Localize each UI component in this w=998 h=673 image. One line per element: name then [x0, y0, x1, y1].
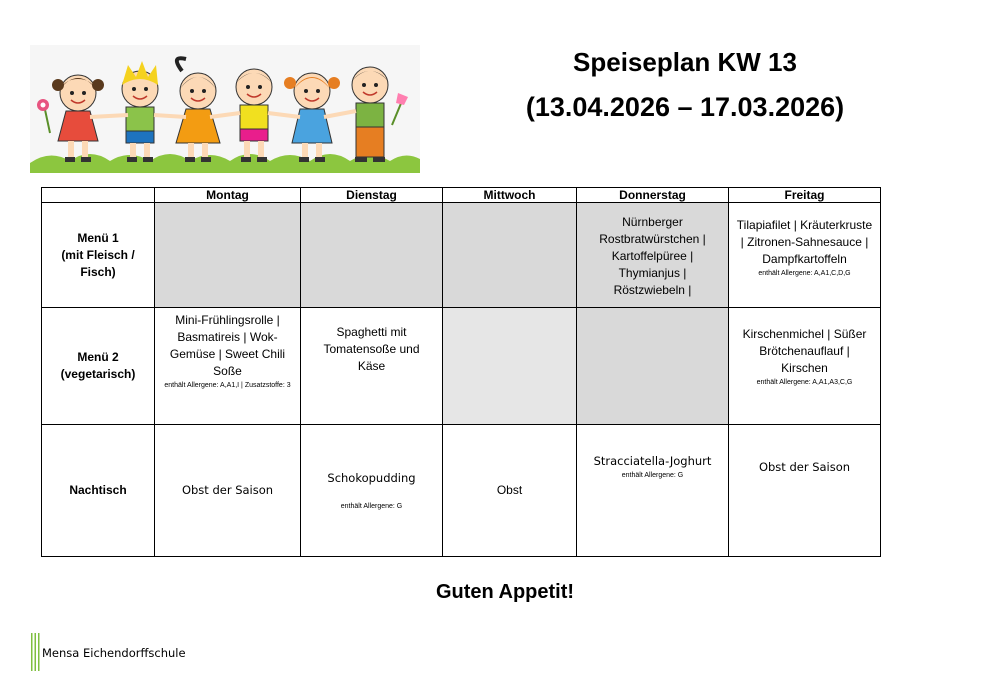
menu-cell: [301, 308, 443, 425]
menu-cell: [729, 308, 881, 425]
table-header-row: [42, 188, 881, 203]
kids-banner-illustration: [30, 45, 420, 173]
table-row-dessert: [42, 425, 881, 557]
dessert-cell: [155, 425, 301, 557]
dessert-cell: [443, 425, 577, 557]
allergen-note: enthält Allergene: A,A1,A3,C,G: [756, 379, 853, 386]
dish-text: Obst der Saison: [758, 460, 851, 474]
allergen-note: enthält Allergene: A,A1,C,D,G: [758, 270, 851, 277]
header-day: Dienstag: [301, 188, 443, 203]
dish-text: Tilapiafilet | Kräuterkruste | Zitronen-Sahnesauce | Dampfkartoffeln: [736, 218, 873, 266]
page-title: Speiseplan KW 13: [573, 47, 797, 77]
dessert-cell: [577, 425, 729, 557]
menu-table: [41, 187, 881, 557]
menu-cell-empty: [443, 308, 577, 425]
dish-text: Mini-Frühlingsrolle | Basmatireis | Wok-Gemüse | Sweet Chili Soße: [169, 313, 286, 378]
header-day: Mittwoch: [443, 188, 577, 203]
dish-text: Obst der Saison: [181, 483, 274, 497]
header-empty-cell: [42, 188, 155, 203]
footer-bars-icon: [30, 633, 42, 671]
menu-cell: [729, 203, 881, 308]
dish-text: Obst: [496, 483, 523, 497]
dish-text: Spaghetti mit Tomatensoße und Käse: [323, 325, 420, 373]
menu-cell-empty: [301, 203, 443, 308]
dish-text: Schokopudding: [327, 471, 416, 485]
footer-school-name: Mensa Eichendorffschule: [42, 646, 186, 660]
header-day: Freitag: [729, 188, 881, 203]
allergen-note: enthält Allergene: A,A1,I | Zusatzstoffe: 3: [164, 382, 291, 389]
row-label-menu2: Menü 2 (vegetarisch): [42, 308, 155, 425]
header-day: Donnerstag: [577, 188, 729, 203]
row-label-dessert: Nachtisch: [42, 425, 155, 557]
dessert-cell: [301, 425, 443, 557]
dish-text: Nürnberger Rostbratwürstchen | Kartoffelpüree | Thymianjus | Röstzwiebeln |: [599, 214, 706, 297]
date-range: (13.04.2026 – 17.03.2026): [525, 92, 845, 122]
row-label-menu1: Menü 1 (mit Fleisch / Fisch): [42, 203, 155, 308]
menu-cell-empty: [155, 203, 301, 308]
dish-text: Stracciatella-Joghurt: [593, 454, 712, 468]
table-row-menu1: [42, 203, 881, 308]
allergen-note: enthält Allergene: G: [340, 503, 403, 510]
allergen-note: enthält Allergene: G: [621, 472, 684, 479]
closing-message: Guten Appetit!: [435, 581, 575, 603]
dish-text: Kirschenmichel | Süßer Brötchenauflauf | Kirschen: [742, 327, 867, 375]
menu-cell: [155, 308, 301, 425]
header-day: Montag: [155, 188, 301, 203]
menu-cell-empty: [577, 308, 729, 425]
dessert-cell: [729, 425, 881, 557]
menu-cell: [577, 203, 729, 308]
menu-cell-empty: [443, 203, 577, 308]
table-row-menu2: [42, 308, 881, 425]
